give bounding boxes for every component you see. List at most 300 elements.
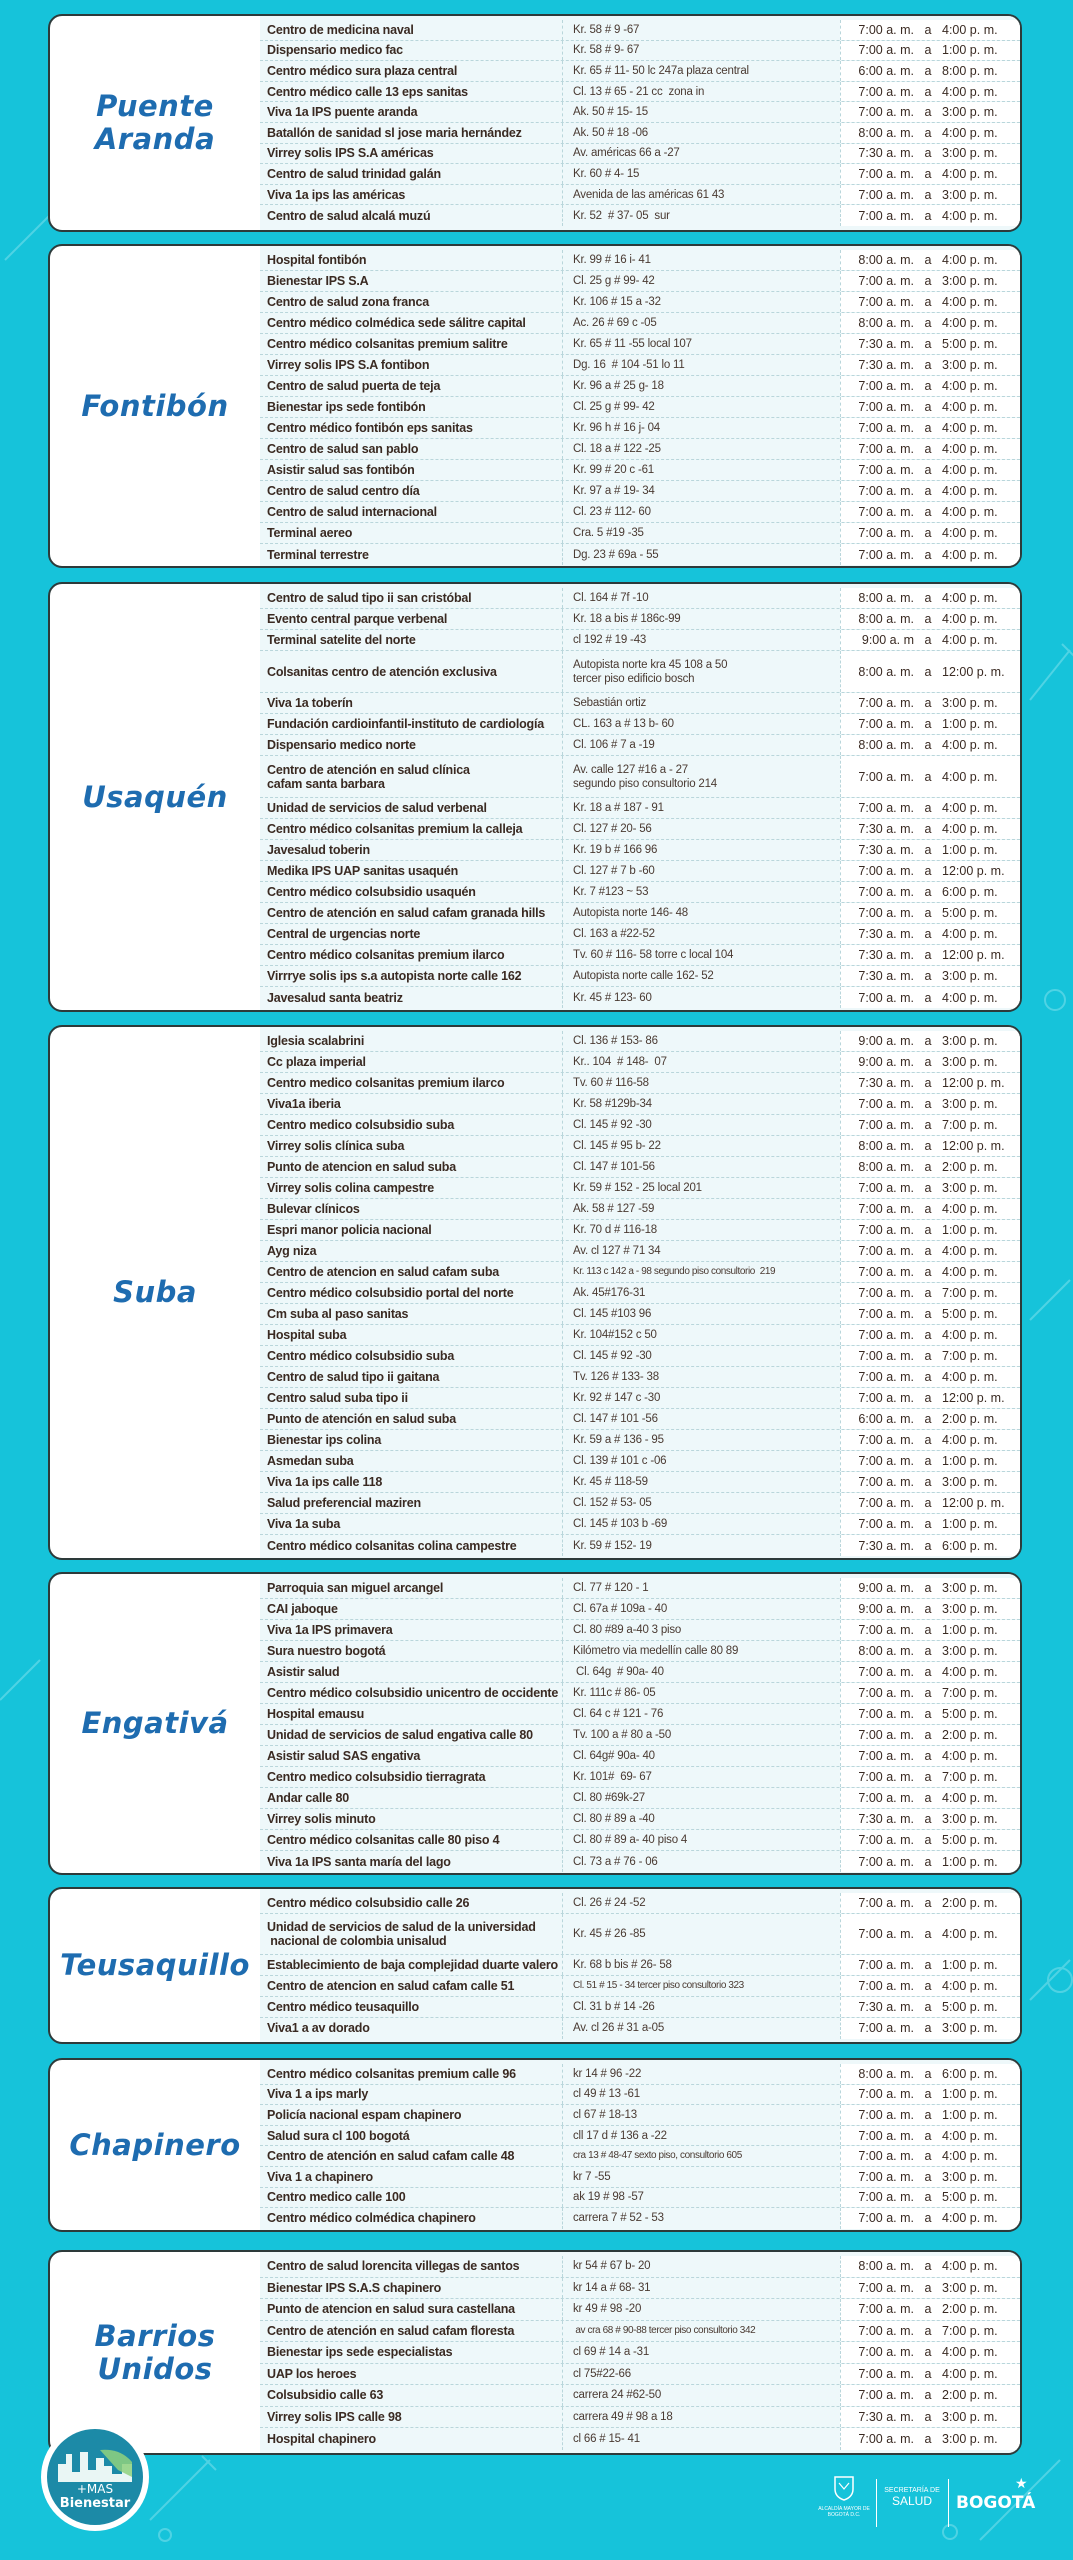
close-time: 1:00 p. m. [942,1223,998,1237]
time-separator: a [924,1181,932,1195]
open-time: 8:00 a. m. [858,1139,914,1153]
address-line: Cl. 145 # 95 b- 22 [573,1140,661,1152]
opening-hours [840,2256,1020,2277]
address-line: Kr. 45 # 123- 60 [573,991,652,1004]
location-name [260,1076,562,1090]
time-separator: a [924,1665,932,1679]
location-address [562,1535,840,1556]
time-separator: a [924,526,932,540]
open-time: 7:00 a. m. [858,1854,914,1869]
location-name-line: Bienestar ips sede especialistas [267,2345,453,2360]
time-separator: a [924,1034,932,1048]
time-separator: a [924,1223,932,1237]
opening-hours [840,2167,1020,2187]
address-line: Cl. 64g # 90a- 40 [573,1666,664,1678]
opening-hours [840,651,1020,692]
close-time: 4:00 p. m. [942,125,998,140]
open-time: 7:00 a. m. [858,2190,914,2205]
location-address [562,1746,840,1766]
table-row [260,2342,1020,2364]
location-name-line: Virrey solis IPS S.A fontibon [267,358,430,372]
address-wrapper [573,1160,655,1174]
open-time: 7:00 a. m. [858,1895,914,1910]
time-separator: a [924,84,932,99]
location-name [260,274,562,288]
opening-hours [840,1746,1020,1766]
open-time: 9:00 a. m. [858,1581,914,1595]
time-separator: a [924,442,932,456]
address-wrapper [573,1034,658,1048]
address-line: Cra. 5 #19 -35 [573,527,644,539]
table-row [260,1976,1020,1997]
address-wrapper [573,763,717,791]
location-name-line: Centro de salud trinidad galán [267,166,441,181]
address-wrapper [573,1076,649,1090]
location-address [562,2364,840,2385]
open-time: 7:00 a. m. [858,43,914,58]
opening-hours [840,2188,1020,2208]
locality-section [48,1025,1022,1560]
close-time: 12:00 p. m. [942,1391,1005,1405]
address-wrapper [573,1370,659,1384]
time-separator: a [924,2107,932,2122]
location-name-line: Evento central parque verbenal [267,612,448,626]
location-address [562,1767,840,1787]
location-address [562,1578,840,1598]
table-row [260,292,1020,313]
close-time: 3:00 p. m. [942,1181,998,1195]
opening-hours [840,523,1020,543]
table-row [260,1409,1020,1430]
location-name-line: Viva 1a toberín [267,696,353,710]
time-separator: a [924,864,932,878]
location-address [562,840,840,860]
open-time: 6:00 a. m. [858,63,914,78]
open-time: 7:00 a. m. [858,1244,914,1258]
location-address [562,798,840,818]
opening-hours [840,61,1020,81]
location-address [562,1283,840,1303]
location-address [562,1704,840,1724]
opening-hours [840,1809,1020,1829]
address-line: Tv. 60 # 116-58 [573,1077,649,1089]
open-time: 7:00 a. m. [858,400,914,414]
location-address [562,2064,840,2084]
open-time: 7:00 a. m. [858,1265,914,1279]
open-time: 7:30 a. m. [858,822,914,836]
table-row [260,798,1020,819]
locations-table [260,1027,1020,1558]
close-time: 2:00 p. m. [942,2302,998,2317]
open-time: 8:00 a. m. [858,316,914,330]
address-wrapper [573,1602,667,1616]
syringe-icon [150,2456,216,2520]
table-row [260,102,1020,123]
address-wrapper [573,864,655,878]
location-name [260,1539,562,1553]
table-row [260,41,1020,62]
close-time: 4:00 p. m. [942,316,998,330]
location-name-line: Salud preferencial maziren [267,1496,421,1510]
time-separator: a [924,274,932,288]
table-row [260,2385,1020,2407]
locations-table [260,246,1020,566]
syringe-icon [0,1660,40,1700]
address-wrapper [573,1979,744,1993]
table-row [260,1704,1020,1725]
table-row [260,945,1020,966]
open-time: 7:00 a. m. [858,1623,914,1637]
address-line: Cl. 25 g # 99- 42 [573,401,655,413]
location-name [260,1707,562,1721]
table-row [260,2064,1020,2085]
address-line: Cl. 127 # 20- 56 [573,823,652,835]
table-row [260,2208,1020,2229]
time-separator: a [924,843,932,857]
open-time: 7:00 a. m. [858,990,914,1005]
address-line: cl 66 # 15- 41 [573,2432,640,2445]
open-time: 7:00 a. m. [858,1118,914,1132]
close-time: 4:00 p. m. [942,253,998,267]
location-name-line: Centro medico colsubsidio tierragrata [267,1770,486,1784]
opening-hours [840,1241,1020,1261]
address-wrapper [573,1244,660,1258]
table-row [260,756,1020,798]
location-name [260,2170,562,2184]
open-time: 7:30 a. m. [858,146,914,161]
location-name-line: Centro médico colsanitas calle 80 piso 4 [267,1833,500,1847]
close-time: 2:00 p. m. [942,1728,998,1742]
location-name-line: Viva 1 a ips marly [267,2087,369,2102]
close-time: 12:00 p. m. [942,1139,1005,1153]
location-address [562,1725,840,1745]
address-line: Kr. 70 d # 116-18 [573,1224,657,1236]
locality-title-line: Aranda [94,122,216,156]
location-name-line: cafam santa barbara [267,776,385,791]
address-wrapper [573,1328,657,1342]
location-name [260,738,562,752]
address-line: Ak. 50 # 18 -06 [573,126,648,139]
location-address [562,1304,840,1324]
address-wrapper [573,2190,644,2204]
time-separator: a [924,927,932,941]
location-address [562,292,840,312]
address-wrapper [573,1896,645,1910]
locality-section [48,2250,1022,2455]
table-row [260,924,1020,945]
table-row [260,1599,1020,1620]
close-time: 4:00 p. m. [942,591,998,605]
locations-table [260,1889,1020,2042]
time-separator: a [924,1307,932,1321]
location-name [260,696,562,710]
location-name [260,927,562,941]
location-name [260,2190,562,2204]
location-name [260,1791,562,1805]
locations-table [260,2252,1020,2453]
location-name [260,379,562,393]
address-line: Cl. 127 # 7 b -60 [573,865,655,877]
address-line: Kr. 113 c 142 a - 98 segundo piso consultorio 219 [573,1266,776,1277]
open-time: 7:00 a. m. [858,1454,914,1468]
open-time: 7:30 a. m. [858,927,914,941]
table-row [260,1725,1020,1746]
address-wrapper [573,1791,645,1805]
location-name-line: Centro médico calle 13 eps sanitas [267,84,468,99]
location-name-line: Centro medico colsanitas premium ilarco [267,1076,505,1090]
time-separator: a [924,738,932,752]
open-time: 7:00 a. m. [858,1370,914,1384]
address-wrapper [573,1139,661,1153]
opening-hours [840,355,1020,375]
secretaria-line2: SALUD [891,2494,932,2508]
locality-title: Usaquén [82,779,228,814]
table-row [260,2126,1020,2147]
location-name [260,1454,562,1468]
close-time: 6:00 p. m. [942,2066,998,2081]
address-wrapper [573,1223,657,1237]
time-separator: a [924,2323,932,2338]
location-address [562,1178,840,1198]
close-time: 3:00 p. m. [942,1475,998,1489]
location-name [260,295,562,309]
time-separator: a [924,105,932,120]
opening-hours [840,588,1020,608]
address-line: Kr. 92 # 147 c -30 [573,1392,661,1404]
address-wrapper [573,2067,641,2081]
location-name-line: Punto de atencion en salud sura castellana [267,2302,515,2317]
address-wrapper [573,906,688,920]
opening-hours [840,987,1020,1008]
address-wrapper [573,969,714,983]
syringe-icon [1030,1280,1070,1320]
address-wrapper [573,1833,687,1847]
institution-logos [810,2475,1050,2535]
address-line: Kr. 99 # 16 i- 41 [573,254,651,266]
close-time: 7:00 p. m. [942,1349,998,1363]
location-name [260,1602,562,1616]
location-address [562,1451,840,1471]
location-address [562,271,840,291]
open-time: 7:00 a. m. [858,1349,914,1363]
address-line: Autopista norte calle 162- 52 [573,970,714,982]
location-address [562,903,840,923]
address-line: cra 13 # 48-47 sexto piso, consultorio 605 [573,2150,742,2162]
close-time: 1:00 p. m. [942,2107,998,2122]
location-address [562,313,840,333]
opening-hours [840,735,1020,755]
table-row [260,1514,1020,1535]
location-name [260,2108,562,2122]
location-address [562,1094,840,1114]
opening-hours [840,945,1020,965]
time-separator: a [924,484,932,498]
time-separator: a [924,2066,932,2081]
location-name [260,167,562,181]
location-name [260,1749,562,1763]
address-wrapper [573,2087,640,2101]
location-name-line: Unidad de servicios de salud engativa calle 80 [267,1728,533,1742]
table-row [260,439,1020,460]
close-time: 3:00 p. m. [942,105,998,120]
close-time: 4:00 p. m. [942,547,998,562]
location-name-line: Bienestar IPS S.A.S chapinero [267,2280,442,2295]
location-address [562,1199,840,1219]
location-name-line: Centro de salud lorencita villegas de santos [267,2259,520,2274]
opening-hours [840,1851,1020,1872]
opening-hours [840,1472,1020,1492]
location-name-line: Viva 1a IPS santa maría del lago [267,1854,451,1869]
location-name [260,591,562,605]
time-separator: a [924,1927,932,1942]
open-time: 7:00 a. m. [858,208,914,223]
location-name [260,1034,562,1048]
address-line: Kr. 52 # 37- 05 sur [573,209,670,222]
opening-hours [840,164,1020,184]
table-row [260,1788,1020,1809]
close-time: 4:00 p. m. [942,2149,998,2164]
address-line: kr 14 a # 68- 31 [573,2281,651,2294]
opening-hours [840,882,1020,902]
mas-bienestar-line1: +MAS [76,2482,114,2496]
location-address [562,2018,840,2039]
location-name-line: Virrey solis clínica suba [267,1139,405,1153]
open-time: 7:00 a. m. [858,22,914,37]
location-name-line: Javesalud toberin [267,843,370,857]
address-line: Kr. 59 a # 136 - 95 [573,1434,664,1446]
location-name [260,1833,562,1847]
time-separator: a [924,969,932,983]
location-name-line: Asistir salud [267,1665,340,1679]
time-separator: a [924,2388,932,2403]
location-name-line: Unidad de servicios de salud de la universidad [267,1920,536,1935]
opening-hours [840,2407,1020,2428]
table-row [260,481,1020,502]
location-name-line: Parroquia san miguel arcangel [267,1581,444,1595]
time-separator: a [924,316,932,330]
table-row [260,185,1020,206]
address-line: Sebastián ortiz [573,697,647,709]
time-separator: a [924,421,932,435]
location-name-line: Centro de atención en salud clínica [267,762,470,777]
close-time: 1:00 p. m. [942,1517,998,1531]
location-address [562,250,840,270]
opening-hours [840,2321,1020,2342]
address-wrapper [573,717,674,731]
location-address [562,1893,840,1913]
address-line: Cl. 163 a #22-52 [573,928,655,940]
table-row [260,544,1020,565]
open-time: 7:00 a. m. [858,717,914,731]
close-time: 5:00 p. m. [942,337,998,351]
location-name [260,1686,562,1700]
location-name [260,665,562,679]
opening-hours [840,2385,1020,2406]
mas-bienestar-line2: Bienestar [59,2496,131,2511]
close-time: 4:00 p. m. [942,2366,998,2381]
opening-hours [840,2018,1020,2039]
table-row [260,1073,1020,1094]
location-address [562,1599,840,1619]
opening-hours [840,1830,1020,1850]
secretaria-line1: SECRETARÍA DE [884,2487,940,2494]
location-name [260,1160,562,1174]
opening-hours [840,313,1020,333]
open-time: 7:00 a. m. [858,2345,914,2360]
table-row [260,1388,1020,1409]
locality-title-cell [50,1027,260,1558]
location-address [562,756,840,797]
time-separator: a [924,187,932,202]
table-row [260,1493,1020,1514]
location-name [260,463,562,477]
opening-hours [840,609,1020,629]
location-name-line: Bienestar ips colina [267,1433,382,1447]
opening-hours [840,756,1020,797]
address-wrapper [573,1644,738,1658]
time-separator: a [924,22,932,37]
location-address [562,693,840,713]
time-separator: a [924,63,932,78]
close-time: 5:00 p. m. [942,2190,998,2205]
address-line: Cl. 25 g # 99- 42 [573,275,655,287]
location-name [260,548,562,562]
opening-hours [840,271,1020,291]
location-name [260,2129,562,2143]
location-name [260,2021,562,2035]
location-address [562,1493,840,1513]
location-name [260,906,562,920]
open-time: 7:30 a. m. [858,2409,914,2424]
address-line: Dg. 23 # 69a - 55 [573,548,659,561]
open-time: 7:00 a. m. [858,1979,914,1994]
location-address [562,185,840,205]
address-wrapper [573,2345,649,2359]
time-separator: a [924,1517,932,1531]
location-address [562,376,840,396]
syringe-icon [1030,644,1073,700]
location-name-line: Centro médico sura plaza central [267,63,458,78]
close-time: 7:00 p. m. [942,1118,998,1132]
location-name-line: Centro de medicina naval [267,22,414,37]
table-row [260,2018,1020,2039]
location-name-line: Terminal aereo [267,526,353,540]
table-row [260,523,1020,544]
location-name [260,1433,562,1447]
location-name-line: Centro de salud puerta de teja [267,379,441,393]
location-name [260,822,562,836]
open-time: 9:00 a. m. [858,1602,914,1616]
location-name-line: Viva1a iberia [267,1097,341,1111]
open-time: 7:00 a. m. [858,1097,914,1111]
time-separator: a [924,612,932,626]
address-wrapper [573,379,664,393]
close-time: 6:00 p. m. [942,885,998,899]
address-line: cl 49 # 13 -61 [573,2088,640,2101]
locality-title: Chapinero [69,2127,241,2162]
address-wrapper [573,1749,655,1763]
address-line: Cl. 80 #89 a-40 3 piso [573,1624,682,1636]
address-line: Kr. 96 h # 16 j- 04 [573,422,660,434]
opening-hours [840,2278,1020,2299]
locality-section [48,1887,1022,2044]
close-time: 4:00 p. m. [942,1370,998,1384]
location-address [562,924,840,944]
close-time: 4:00 p. m. [942,633,998,647]
open-time: 7:00 a. m. [858,2431,914,2446]
address-wrapper [573,209,670,223]
time-separator: a [924,948,932,962]
